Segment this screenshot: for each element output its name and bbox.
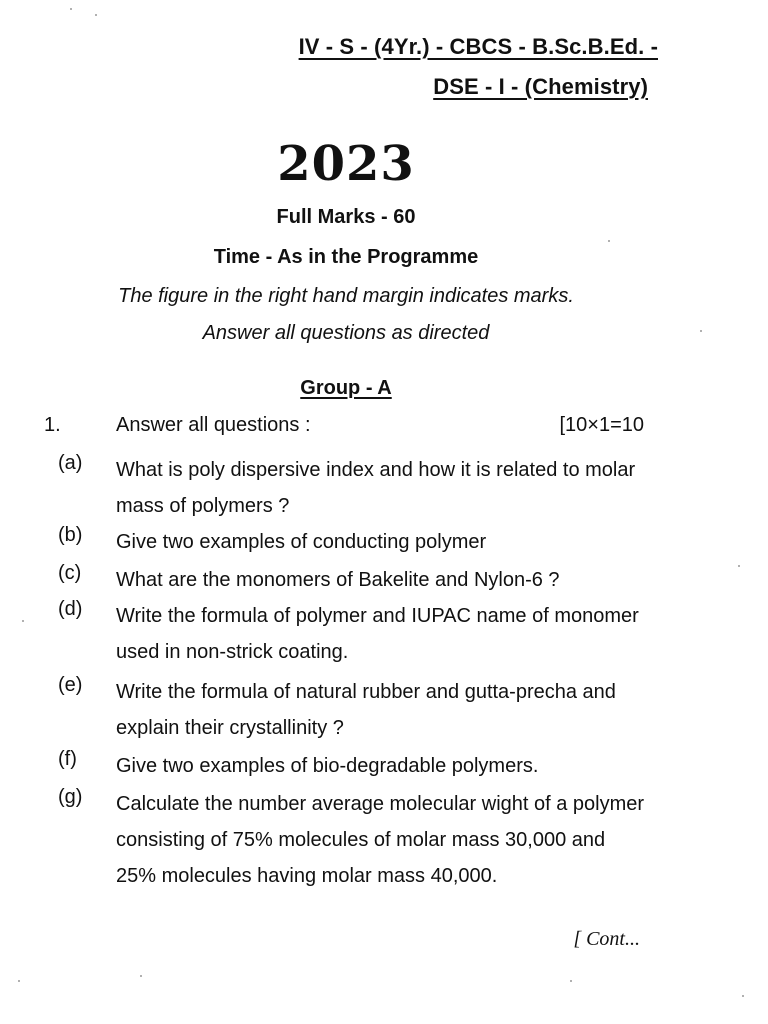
scan-speck: [570, 980, 572, 982]
subquestion-text: Write the formula of polymer and IUPAC name of monomer used in non-strick coating.: [116, 605, 639, 663]
scan-speck: [742, 995, 744, 997]
scan-speck: [140, 975, 142, 977]
scan-speck: [18, 980, 20, 982]
subquestion-text: Give two examples of bio-degradable polymers.: [116, 755, 539, 777]
answer-instruction: Answer all questions as directed: [202, 322, 490, 344]
group-title: Group - A: [300, 377, 392, 399]
scan-speck: [608, 240, 610, 242]
subquestion-text: What is poly dispersive index and how it is related to molar mass of polymers ?: [116, 459, 636, 517]
subquestion-label: (b): [58, 524, 83, 546]
full-marks: Full Marks - 60: [276, 206, 416, 228]
subquestion-label: (c): [58, 562, 82, 584]
subquestion-label: (e): [58, 674, 83, 696]
scan-speck: [70, 8, 72, 10]
course-code-line: IV - S - (4Yr.) - CBCS - B.Sc.B.Ed. -: [298, 34, 658, 59]
question-instruction: Answer all questions :: [116, 414, 311, 436]
question-1-header: [44, 414, 644, 446]
subquestion-label: (d): [58, 598, 83, 620]
question-number: 1.: [44, 414, 61, 436]
exam-year: 2023: [277, 136, 415, 192]
subquestion-text: Give two examples of conducting polymer: [116, 531, 487, 553]
subquestion-text: What are the monomers of Bakelite and Nylon-6 ?: [116, 569, 560, 591]
question-marks: [10×1=10: [559, 414, 644, 436]
exam-time: Time - As in the Programme: [213, 246, 479, 268]
subquestion-text: Write the formula of natural rubber and gutta-precha and explain their crystallinity ?: [116, 681, 616, 739]
scan-speck: [95, 14, 97, 16]
subquestion-text: Calculate the number average molecular wight of a polymer consisting of 75% molecules of molar mass 30,000 and 25% molecules having molar mass 40,000.: [116, 793, 645, 887]
marks-instruction: The figure in the right hand margin indicates marks.: [118, 285, 574, 307]
scan-speck: [700, 330, 702, 332]
scan-speck: [738, 565, 740, 567]
course-subject-line: DSE - I - (Chemistry): [433, 74, 648, 99]
subquestion-label: (a): [58, 452, 83, 474]
course-header: [0, 0, 768, 110]
continued-note: [ Cont...: [573, 928, 640, 950]
scan-speck: [22, 620, 24, 622]
subquestion-label: (f): [58, 748, 77, 770]
subquestion-label: (g): [58, 786, 83, 808]
